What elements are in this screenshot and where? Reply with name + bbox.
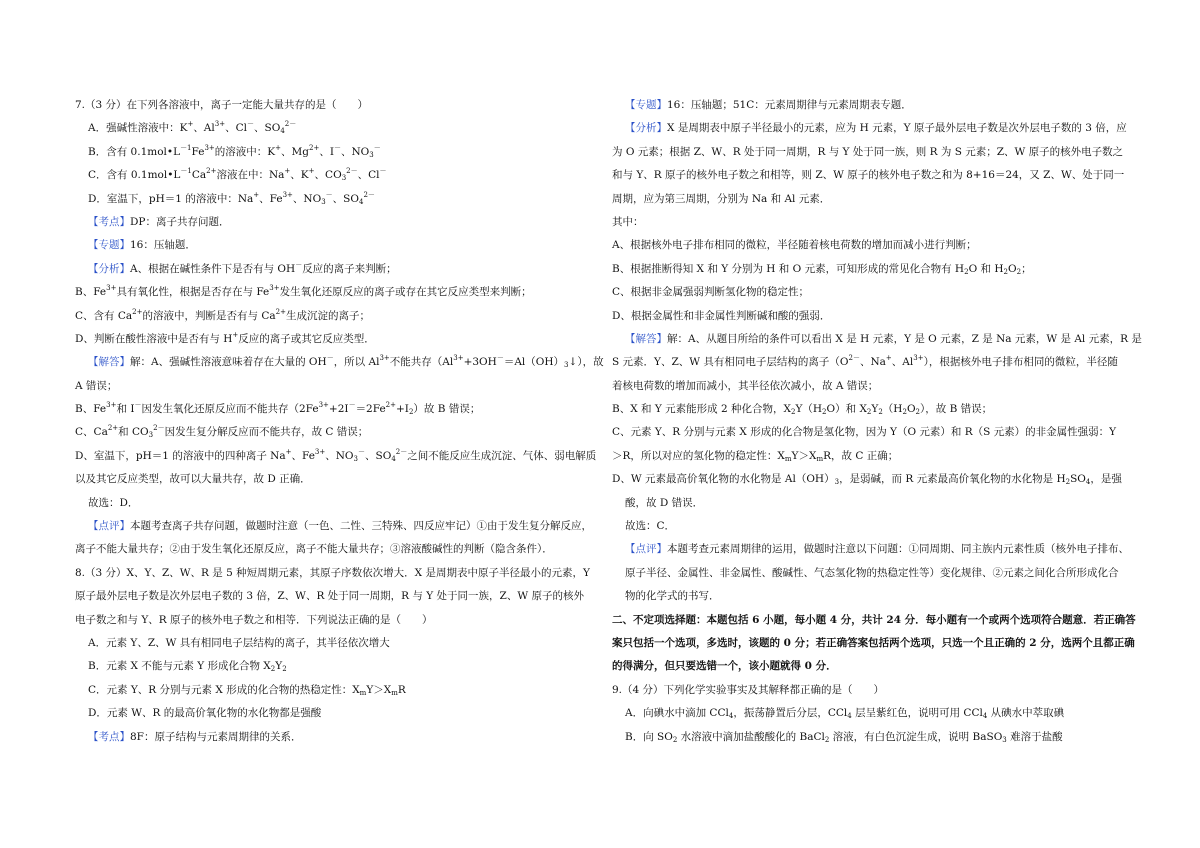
section-tag: 【解答】: [625, 332, 667, 345]
text-line: A、根据核外电子排布相同的微粒，半径随着核电荷数的增加而减小进行判断；: [612, 239, 977, 252]
section-tag: 【分析】: [625, 122, 667, 135]
text-line: 周期，应为第三周期，分别为 Na 和 Al 元素．: [612, 192, 831, 205]
text-line: B、根据推断得知 X 和 Y 分别为 H 和 O 元素，可知形成的常见化合物有 $H_2O$ 和 $H_2O_2$；: [612, 262, 1032, 276]
text-line: A．强碱性溶液中：K+、$Al^{3+}$、Cl－、$SO_4^{2-}$: [88, 120, 297, 136]
text-line: 为 O 元素；根据 Z、W、R 处于同一周期，R 与 Y 处于同一族，则 R 为 S 元素；Z、W 原子的核外电子数之: [612, 145, 1124, 158]
text-line: D．室温下，pH＝1 的溶液中：Na+、$Fe^{3+}$、$NO_3^-$、$SO_4^{2-}$: [88, 190, 375, 206]
text-line: 着核电荷数的增加而减小，其半径依次减小，故 A 错误；: [612, 379, 879, 392]
text-line: B．向 $SO_2$ 水溶液中滴加盐酸酸化的 BaCl$_2$ 溶液，有白色沉淀生成，说明 BaSO$_3$ 难溶于盐酸: [625, 730, 1063, 744]
text-line: 和与 Y、R 原子的核外电子数之和相等，则 Z、W 原子的核外电子数之和为 8+16＝24，又 Z、W、处于同一: [612, 169, 1125, 182]
text-line: 【分析】A、根据在碱性条件下是否有与 OH－反应的离子来判断；: [88, 260, 397, 275]
text-line: D、根据金属性和非金属性判断碱和酸的强弱．: [612, 309, 831, 322]
text-line: 【考点】8F：原子结构与元素周期律的关系．: [88, 730, 302, 743]
text-line: 【点评】本题考查元素周期律的运用，做题时注意以下问题：①同周期、同主族内元素性质（核外电子排布、: [625, 543, 1129, 556]
text-line: 【点评】本题考查离子共存问题，做题时注意（一色、二性、三特殊、四反应牢记）①由于发生复分解反应，: [88, 520, 592, 533]
text-line: 【解答】解：A、强碱性溶液意味着存在大量的 OH－，所以 $Al^{3+}$不能共存$(Al^{3+}+3OH^-=Al(OH)_3↓)$，故: [88, 354, 604, 370]
text-line: 8.（3 分）X、Y、Z、W、R 是 5 种短周期元素，其原子序数依次增大．X 是周期表中原子半径最小的元素，Y: [75, 566, 590, 579]
text-line: 故选：D．: [88, 496, 139, 509]
text-line: 二、不定项选择题：本题包括 6 小题，每小题 4 分，共计 24 分．每小题有一个或两个选项符合题意．若正确答: [612, 613, 1136, 626]
text-line: B．含有 $0.1mol•L^{-1}Fe^{3+}$的溶液中：K+、$Mg^{2+}$、I－、$NO_3^-$: [88, 143, 381, 159]
text-line: 以及其它反应类型，故可以大量共存，故 D 正确．: [75, 473, 311, 486]
section-tag: 【解答】: [88, 356, 130, 369]
text-line: 【解答】解：A、从题目所给的条件可以看出 X 是 H 元素，Y 是 O 元素，Z 是 Na 元素，W 是 Al 元素，R 是: [625, 332, 1142, 345]
text-line: D、W 元素最高价氧化物的水化物是 $Al(OH)_3$，是弱碱，而 R 元素最高价氧化物的水化物是 $H_2SO_4$，是强: [612, 473, 1122, 487]
text-line: 物的化学式的书写．: [625, 590, 720, 603]
text-line: ＞R，所以对应的氢化物的稳定性：$X_mY>X_mR$，故 C 正确；: [612, 449, 899, 463]
text-line: A 错误；: [75, 379, 118, 392]
text-line: S 元素．Y、Z、W 具有相同电子层结构的离子（$O^{2-}$、Na+、$Al^{3+}$），根据核外电子排布相同的微粒，半径随: [612, 354, 1118, 369]
text-line: 其中：: [612, 215, 644, 228]
text-line: 电子数之和与 Y、R 原子的核外电子数之和相等．下列说法正确的是（ ）: [75, 613, 433, 626]
right-column: [612, 94, 1142, 749]
text-line: 酸，故 D 错误．: [625, 496, 704, 509]
section-tag: 【点评】: [625, 543, 667, 556]
text-line: B、$Fe^{3+}$和 I－因发生氧化还原反应而不能共存$(2Fe^{3+}+2I^-=2Fe^{2+}+I_2)$故 B 错误；: [75, 401, 481, 417]
section-tag: 【点评】: [88, 520, 130, 533]
text-line: C．含有 $0.1mol•L^{-1}Ca^{2+}$溶液在中：Na+、K+、$CO_3^{2-}$、Cl－: [88, 167, 387, 183]
text-line: B．元素 X 不能与元素 Y 形成化合物 $X_2Y_2$: [88, 660, 287, 674]
text-line: 9.（4 分）下列化学实验事实及其解释都正确的是（ ）: [612, 683, 885, 696]
text-line: D、判断在酸性溶液中是否有与 H+反应的离子或其它反应类型．: [75, 330, 375, 345]
text-line: C、根据非金属强弱判断氢化物的稳定性；: [612, 286, 810, 299]
text-line: C、元素 Y、R 分别与元素 X 形成的化合物是氢化物，因为 Y（O 元素）和 R（S 元素）的非金属性强弱：Y: [612, 426, 1117, 439]
section-tag: 【专题】: [88, 239, 130, 252]
text-line: 【考点】DP：离子共存问题．: [88, 215, 230, 228]
text-line: A．元素 Y、Z、W 具有相同电子层结构的离子，其半径依次增大: [88, 636, 390, 649]
section-tag: 【专题】: [625, 99, 667, 111]
section-tag: 【考点】: [88, 730, 130, 743]
text-line: C、含有 $Ca^{2+}$的溶液中，判断是否有与 $Ca^{2+}$生成沉淀的离子；: [75, 307, 370, 322]
text-line: 的得满分，但只要选错一个，该小题就得 0 分．: [612, 660, 837, 673]
text-line: 【专题】16：压轴题．: [88, 239, 196, 252]
text-line: A．向碘水中滴加 CCl$_4$，振荡静置后分层，CCl$_4$ 层呈紫红色，说明可用 CCl$_4$ 从碘水中萃取碘: [625, 707, 1065, 721]
text-line: 原子半径、金属性、非金属性、酸碱性、气态氢化物的热稳定性等）变化规律、②元素之间化合所形成化合: [625, 566, 1119, 579]
text-line: 故选：C．: [625, 520, 676, 533]
left-column: [75, 94, 604, 749]
text-line: D、室温下，pH＝1 的溶液中的四种离子 Na+、$Fe^{3+}$、$NO_3^-$、$SO_4^{2-}$之间不能反应生成沉淀、气体、弱电解质: [75, 447, 597, 463]
text-line: D．元素 W、R 的最高价氧化物的水化物都是强酸: [88, 707, 322, 720]
text-line: C．元素 Y、R 分别与元素 X 形成的化合物的热稳定性：$X_mY>X_mR$: [88, 683, 406, 697]
section-tag: 【考点】: [88, 215, 130, 228]
section-tag: 【分析】: [88, 262, 130, 275]
text-line: 离子不能大量共存；②由于发生氧化还原反应，离子不能大量共存；③溶液酸碱性的判断（隐含条件）．: [75, 543, 553, 556]
text-line: 原子最外层电子数是次外层电子数的 3 倍，Z、W、R 处于同一周期，R 与 Y 处于同一族，Z、W 原子的核外: [75, 590, 584, 603]
text-line: 7.（3 分）在下列各溶液中，离子一定能大量共存的是（ ）: [75, 99, 369, 111]
text-line: 【分析】X 是周期表中原子半径最小的元素，应为 H 元素，Y 原子最外层电子数是次外层电子数的 3 倍，应: [625, 122, 1127, 135]
text-line: C、$Ca^{2+}$和 $CO_3^{2-}$因发生复分解反应而不能共存，故 C 错误；: [75, 424, 369, 440]
text-line: 案只包括一个选项，多选时，该题的 0 分；若正确答案包括两个选项，只选一个且正确的 2 分，选两个且都正确: [612, 636, 1135, 649]
text-line: B、X 和 Y 元素能形成 2 种化合物，$X_2Y(H_2O)$和 $X_2Y_2(H_2O_2)$，故 B 错误；: [612, 403, 993, 417]
text-line: 【专题】16：压轴题；51C：元素周期律与元素周期表专题．: [625, 99, 912, 111]
text-line: B、$Fe^{3+}$具有氧化性，根据是否存在与 $Fe^{3+}$发生氧化还原反应的离子或存在其它反应类型来判断；: [75, 284, 532, 299]
